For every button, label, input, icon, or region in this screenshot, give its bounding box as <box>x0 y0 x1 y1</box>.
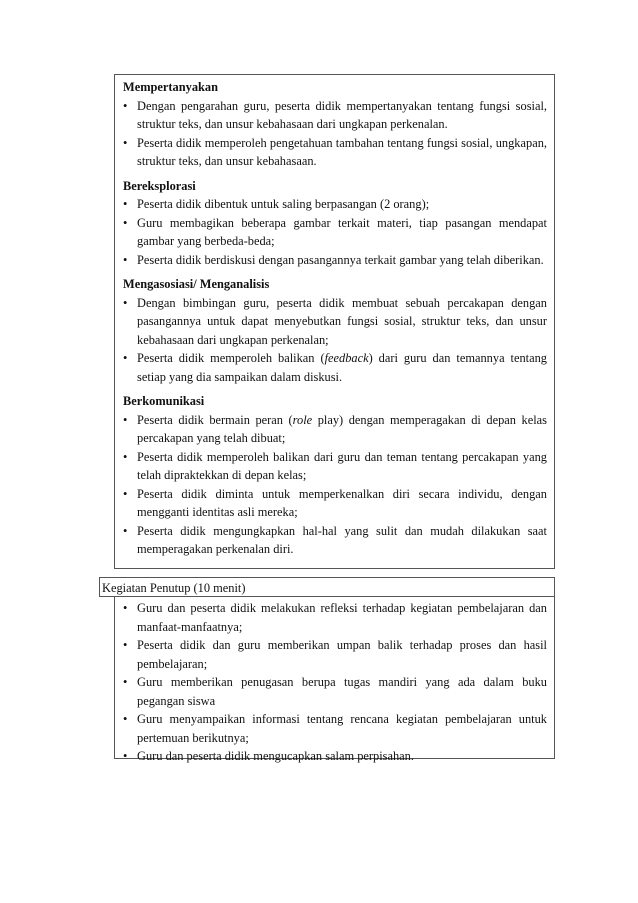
closing-item-list <box>123 599 547 766</box>
bullet-icon: • <box>123 675 128 689</box>
bullet-icon: • <box>123 197 128 211</box>
list-item: • Peserta didik mengungkapkan hal-hal yang sulit dan mudah dilakukan saat memperagakan perkenalan diri. <box>123 523 547 556</box>
bullet-icon: • <box>123 98 128 113</box>
bullet-icon: • <box>123 215 128 230</box>
bullet-icon: • <box>123 523 128 538</box>
section-heading: Berkomunikasi <box>123 394 205 408</box>
list-item: • Guru membagikan beberapa gambar terkait materi, tiap pasangan mendapat gambar yang berbeda-beda; <box>123 215 547 248</box>
bullet-icon: • <box>123 412 128 427</box>
list-item: • Dengan pengarahan guru, peserta didik mempertanyakan tentang fungsi sosial, struktur teks, dan unsur kebahasaan dari ungkapan perkenalan. <box>123 98 547 131</box>
bullet-icon: • <box>123 295 128 310</box>
bullet-icon: • <box>123 252 128 267</box>
section-heading: Bereksplorasi <box>123 178 196 193</box>
bullet-icon: • <box>123 712 128 726</box>
item-list <box>123 195 547 269</box>
item-list <box>123 411 547 559</box>
bullet-icon: • <box>123 351 128 365</box>
list-item: • Peserta didik dibentuk untuk saling berpasangan (2 orang); <box>123 195 547 214</box>
closing-activities-box <box>114 596 555 763</box>
bullet-icon: • <box>123 486 128 501</box>
section-heading: Mempertanyakan <box>123 80 218 94</box>
list-item: • Peserta didik memperoleh balikan dari guru dan teman tentang percakapan yang telah dipraktekkan di depan kelas; <box>123 449 547 482</box>
core-activities-box <box>114 74 555 569</box>
bullet-icon: • <box>123 638 128 652</box>
section-heading: Mengasosiasi/ Menganalisis <box>123 277 270 291</box>
closing-header-cell <box>99 577 555 597</box>
section-mempertanyakan <box>123 78 547 171</box>
list-item: • Peserta didik berdiskusi dengan pasangannya terkait gambar yang telah diberikan. <box>123 251 547 270</box>
list-item: • Peserta didik diminta untuk memperkenalkan diri secara individu, dengan mengganti identitas asli mereka; <box>123 486 547 519</box>
list-item: • Guru dan peserta didik mengucapkan salam perpisahan. <box>123 747 547 766</box>
list-item: • Peserta didik memperoleh balikan (feedback) dari guru dan temannya tentang setiap yang dia sampaikan dalam diskusi. <box>123 351 547 384</box>
section-bereksplorasi <box>123 177 547 270</box>
bullet-icon: • <box>123 601 128 615</box>
list-item: • Dengan bimbingan guru, peserta didik membuat sebuah percakapan dengan pasangannya untuk dapat menyebutkan fungsi sosial, struktur teks, dan unsur kebahasaan dari ungkapan perkenalan; <box>123 295 547 347</box>
list-item: • Guru memberikan penugasan berupa tugas mandiri yang ada dalam buku pegangan siswa <box>123 675 547 708</box>
section-berkomunikasi <box>123 392 547 559</box>
list-item: • Guru dan peserta didik melakukan refleksi terhadap kegiatan pembelajaran dan manfaat-manfaatnya; <box>123 601 547 634</box>
closing-title: Kegiatan Penutup (10 menit) <box>102 581 246 595</box>
item-list <box>123 294 547 387</box>
list-item: • Peserta didik dan guru memberikan umpan balik terhadap proses dan hasil pembelajaran; <box>123 638 547 671</box>
bullet-icon: • <box>123 449 128 464</box>
bullet-icon: • <box>123 749 128 763</box>
item-list <box>123 97 547 171</box>
list-item: • Peserta didik memperoleh pengetahuan tambahan tentang fungsi sosial, ungkapan, struktur teks, dan unsur kebahasaan. <box>123 135 547 168</box>
list-item: • Guru menyampaikan informasi tentang rencana kegiatan pembelajaran untuk pertemuan berikutnya; <box>123 712 547 745</box>
bullet-icon: • <box>123 135 128 150</box>
list-item: • Peserta didik bermain peran (role play) dengan memperagakan di depan kelas percakapan yang telah dibuat; <box>123 412 547 445</box>
section-mengasosiasi <box>123 275 547 386</box>
